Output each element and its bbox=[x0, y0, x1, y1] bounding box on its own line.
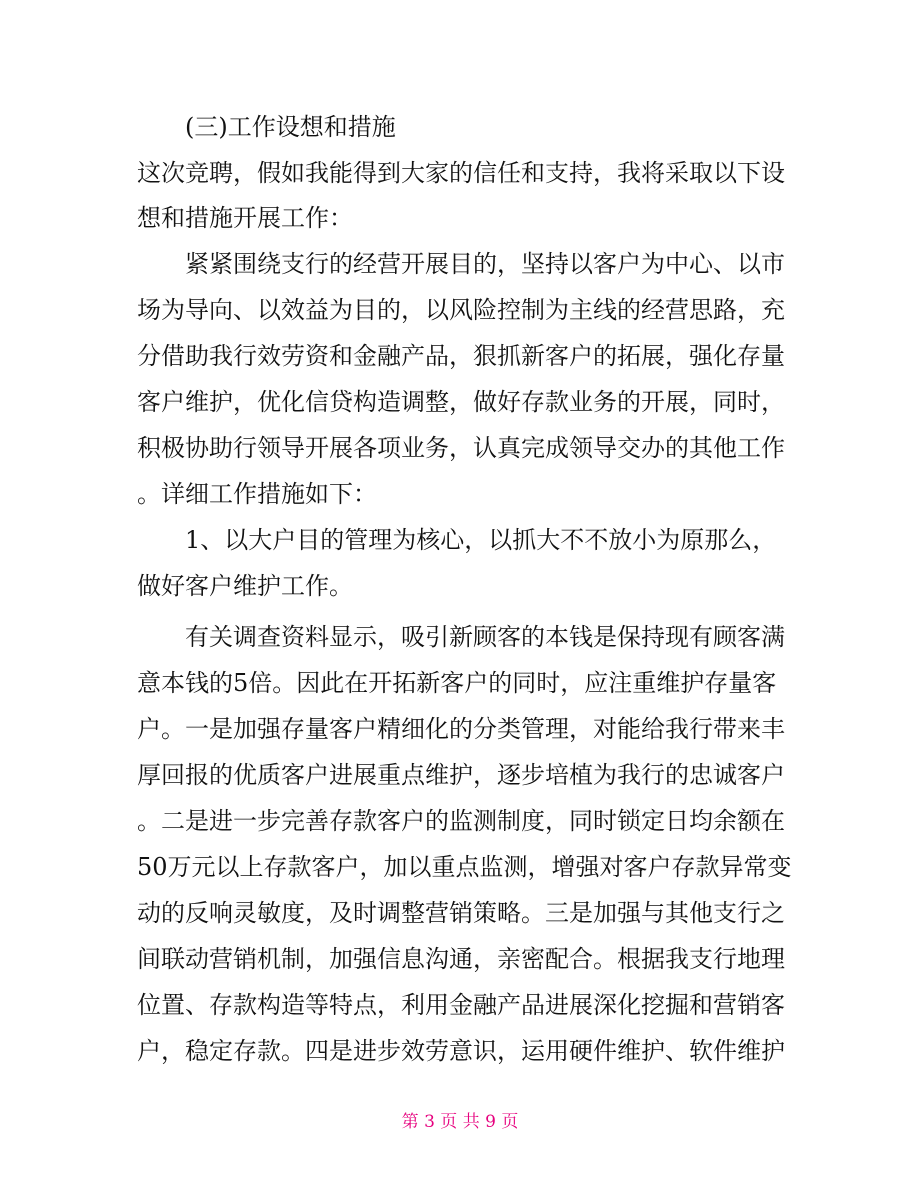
section-heading: (三)工作设想和措施 bbox=[137, 113, 396, 141]
paragraph-line: 1、以大户目的管理为核心，以抓大不不放小为原那么， bbox=[137, 526, 777, 554]
paragraph-line: 场为导向、以效益为目的，以风险控制为主线的经营思路，充 bbox=[137, 296, 785, 324]
paragraph-line: 这次竞聘，假如我能得到大家的信任和支持，我将采取以下设 bbox=[137, 159, 785, 187]
paragraph-line: 。详细工作措施如下： bbox=[137, 480, 377, 508]
page-footer: 第 3 页 共 9 页 bbox=[401, 1112, 519, 1132]
paragraph-line: 积极协助行领导开展各项业务，认真完成领导交办的其他工作 bbox=[137, 434, 785, 462]
paragraph-line: 意本钱的5倍。因此在开拓新客户的同时，应注重维护存量客 bbox=[137, 669, 777, 697]
paragraph-line: 50万元以上存款客户，加以重点监测，增强对客户存款异常变 bbox=[137, 853, 792, 881]
paragraph-line: 有关调查资料显示，吸引新顾客的本钱是保持现有顾客满 bbox=[137, 623, 785, 651]
paragraph-line: 位置、存款构造等特点，利用金融产品进展深化挖掘和营销客 bbox=[137, 991, 785, 1019]
paragraph-line: 户。一是加强存量客户精细化的分类管理，对能给我行带来丰 bbox=[137, 715, 785, 743]
paragraph-line: 动的反响灵敏度，及时调整营销策略。三是加强与其他支行之 bbox=[137, 899, 785, 927]
paragraph-line: 客户维护，优化信贷构造调整，做好存款业务的开展，同时， bbox=[137, 388, 785, 416]
paragraph-line: 想和措施开展工作： bbox=[137, 204, 353, 232]
paragraph-line: 紧紧围绕支行的经营开展目的，坚持以客户为中心、以市 bbox=[137, 250, 785, 278]
paragraph-line: 厚回报的优质客户进展重点维护，逐步培植为我行的忠诚客户 bbox=[137, 761, 785, 789]
paragraph-line: 。二是进一步完善存款客户的监测制度，同时锁定日均余额在 bbox=[137, 807, 785, 835]
paragraph-line: 户，稳定存款。四是进步效劳意识，运用硬件维护、软件维护 bbox=[137, 1037, 785, 1065]
paragraph-line: 分借助我行效劳资和金融产品，狠抓新客户的拓展，强化存量 bbox=[137, 342, 785, 370]
paragraph-line: 做好客户维护工作。 bbox=[137, 572, 353, 600]
paragraph-line: 间联动营销机制，加强信息沟通，亲密配合。根据我支行地理 bbox=[137, 945, 785, 973]
